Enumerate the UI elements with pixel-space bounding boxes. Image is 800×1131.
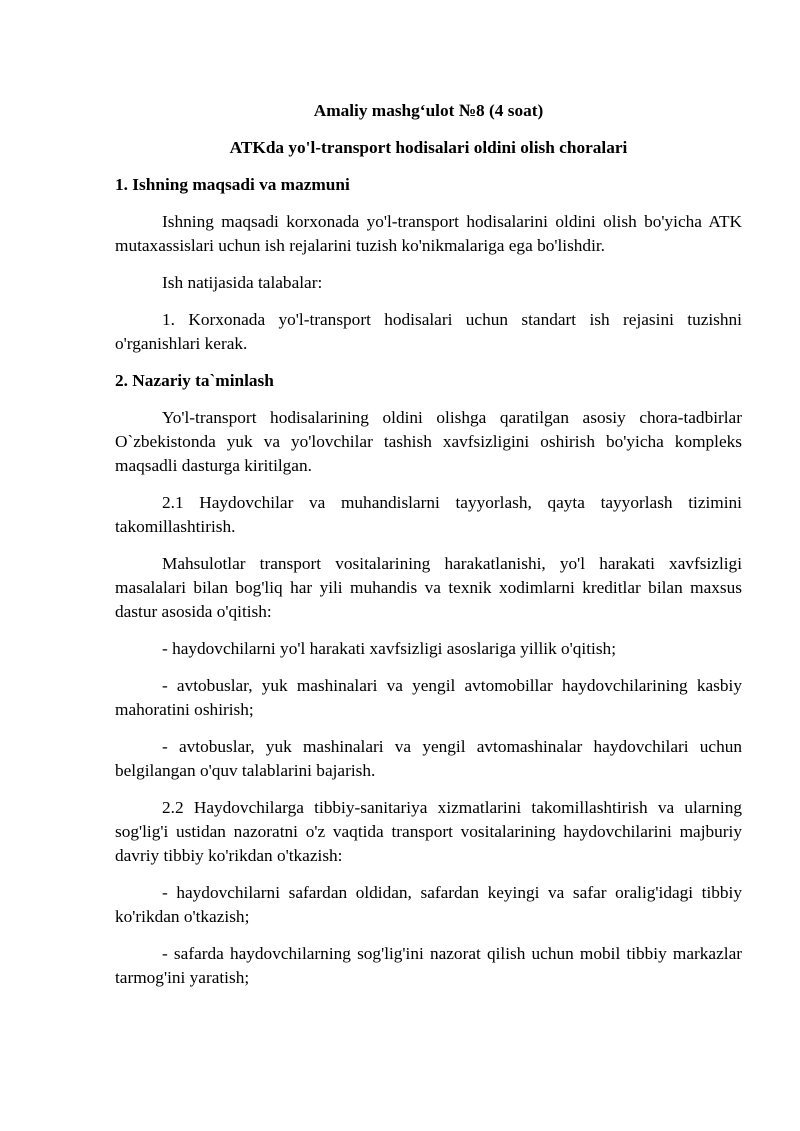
document-subtitle: ATKda yo'l-transport hodisalari oldini olish choralari <box>229 138 628 157</box>
paragraph: Ish natijasida talabalar: <box>162 273 323 292</box>
paragraph: Ishning maqsadi korxonada yo'l-transport hodisalarini oldini olish bo'yicha ATK mutaxassislari uchun ish rejalarini tuzish ko'nikmalariga ega bo'lishdir. <box>115 212 742 255</box>
list-item: - haydovchilarni safardan oldidan, safardan keyingi va safar oralig'idagi tibbiy ko'rikdan o'tkazish; <box>115 883 742 926</box>
list-item: - avtobuslar, yuk mashinalari va yengil avtomashinalar haydovchilari uchun belgilangan o'quv talablarini bajarish. <box>115 737 742 780</box>
section-heading: 1. Ishning maqsadi va mazmuni <box>115 175 350 194</box>
list-item: - haydovchilarni yo'l harakati xavfsizligi asoslariga yillik o'qitish; <box>162 639 616 658</box>
paragraph: Mahsulotlar transport vositalarining harakatlanishi, yo'l harakati xavfsizligi masalalari bilan bog'liq har yili muhandis va texnik xodimlarni kreditlar bilan maxsus dastur asosida o'qitish: <box>115 554 742 621</box>
section-heading: 2. Nazariy ta`minlash <box>115 371 274 390</box>
list-item: - safarda haydovchilarning sog'lig'ini nazorat qilish uchun mobil tibbiy markazlar tarmog'ini yaratish; <box>115 944 742 987</box>
paragraph: Yo'l-transport hodisalarining oldini olishga qaratilgan asosiy chora-tadbirlar O`zbekistonda yuk va yo'lovchilar tashish xavfsizligini oshirish bo'yicha kompleks maqsadli dasturga kiritilgan. <box>115 408 742 475</box>
paragraph: 2.1 Haydovchilar va muhandislarni tayyorlash, qayta tayyorlash tizimini takomillashtirish. <box>115 493 742 536</box>
paragraph: 1. Korxonada yo'l-transport hodisalari uchun standart ish rejasini tuzishni o'rganishlari kerak. <box>115 310 742 353</box>
document-page <box>115 99 742 990</box>
paragraph: 2.2 Haydovchilarga tibbiy-sanitariya xizmatlarini takomillashtirish va ularning sog'lig'i ustidan nazoratni o'z vaqtida transport vositalarining haydovchilarini majburiy davriy tibbiy ko'rikdan o'tkazish: <box>115 798 742 865</box>
list-item: - avtobuslar, yuk mashinalari va yengil avtomobillar haydovchilarining kasbiy mahoratini oshirish; <box>115 676 742 719</box>
document-title: Amaliy mashg‘ulot №8 (4 soat) <box>313 101 544 120</box>
